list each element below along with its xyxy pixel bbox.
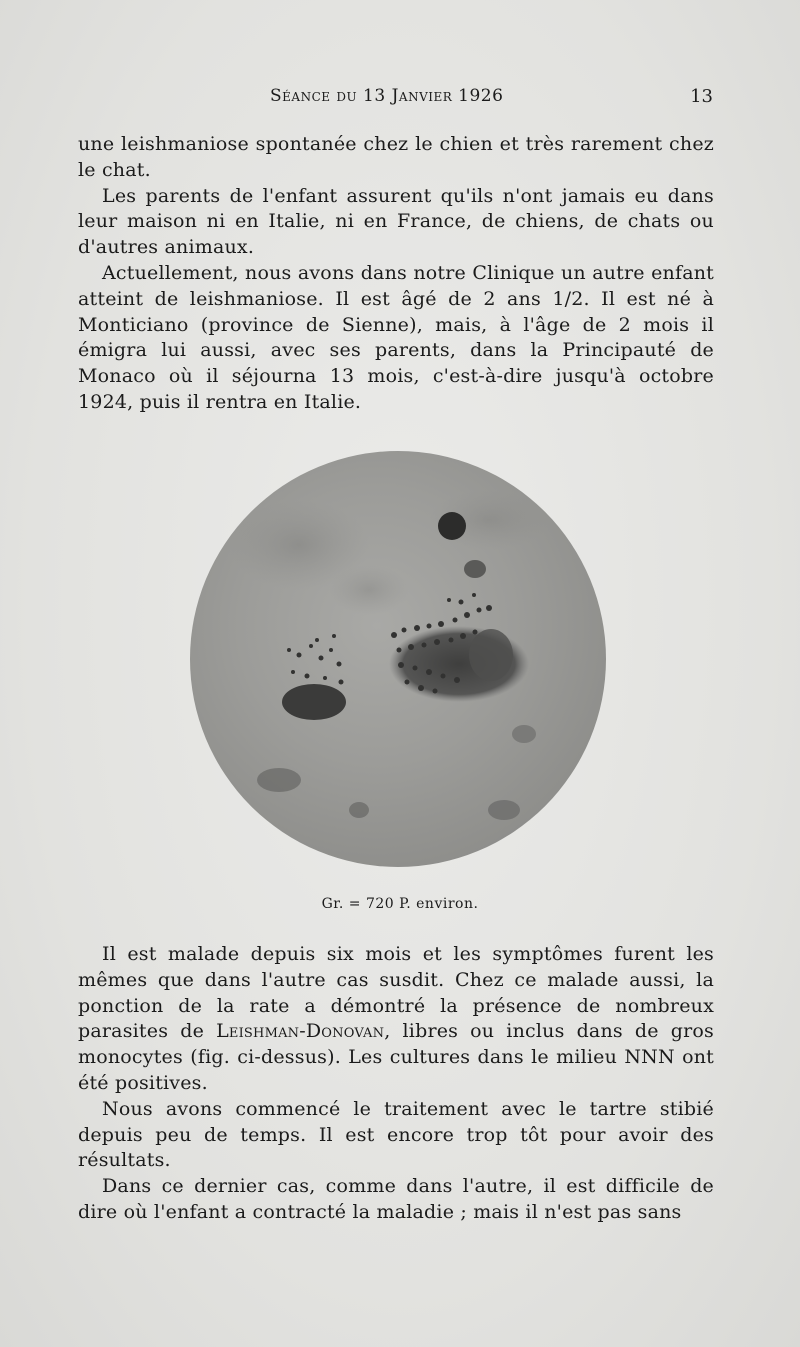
background-haze bbox=[329, 565, 409, 615]
page-number: 13 bbox=[690, 86, 713, 107]
paragraph-parents: Les parents de l'enfant assurent qu'ils n'ont jamais eu dans leur maison ni en Italie, ni en France, de chiens, de chats ou d'autres animaux. bbox=[78, 184, 714, 259]
paragraph-symptoms-end: , libres ou inclus dans de gros monocytes (fig. ci-dessus). Les cultures dans le milieu NNN ont été positives. bbox=[78, 1020, 714, 1094]
running-head: Séance du 13 Janvier 1926 bbox=[270, 86, 504, 106]
small-cell bbox=[512, 725, 536, 743]
paragraph-treatment: Nous avons commencé le traitement avec le tartre stibié depuis peu de temps. Il est encore trop tôt pour avoir des résultats. bbox=[78, 1097, 714, 1172]
paragraph-continuation: une leishmaniose spontanée chez le chien et très rarement chez le chat. bbox=[78, 133, 714, 181]
paragraph-second-case: Actuellement, nous avons dans notre Clinique un autre enfant atteint de leishmaniose. Il est âgé de 2 ans 1/2. Il est né à Monticiano (province de Sienne), mais, à l'âge de 2 mois il émigra lui aussi, avec ses parents, dans la Principauté de Monaco où il séjourna 13 mois, c'est-à-dire jusqu'à octobre 1924, puis il rentra en Italie. bbox=[78, 261, 714, 413]
dark-round-cell bbox=[438, 512, 466, 540]
paragraph-symptoms bbox=[78, 942, 714, 1097]
micrograph-image bbox=[189, 450, 607, 868]
figure-caption: Gr. = 720 P. environ. bbox=[321, 896, 479, 912]
paragraph-conclusion: Dans ce dernier cas, comme dans l'autre, il est difficile de dire où l'enfant a contracté la maladie ; mais il n'est pas sans bbox=[78, 1175, 714, 1223]
author-name: Leishman-Donovan bbox=[216, 1020, 385, 1043]
small-cell bbox=[464, 560, 486, 578]
top-text-block bbox=[78, 132, 714, 416]
bottom-text-block bbox=[78, 942, 714, 1226]
monocyte-nucleus bbox=[469, 629, 513, 681]
paragraph-symptoms-start: Il est malade depuis six mois et les symptômes furent les mêmes que dans l'autre cas susdit. Chez ce malade aussi, la ponction de la rate a démontré la présence de nombreux parasites de bbox=[78, 943, 714, 1043]
microscope-figure bbox=[189, 450, 607, 868]
page-header bbox=[78, 86, 713, 114]
parasite-cluster-left bbox=[282, 684, 346, 720]
